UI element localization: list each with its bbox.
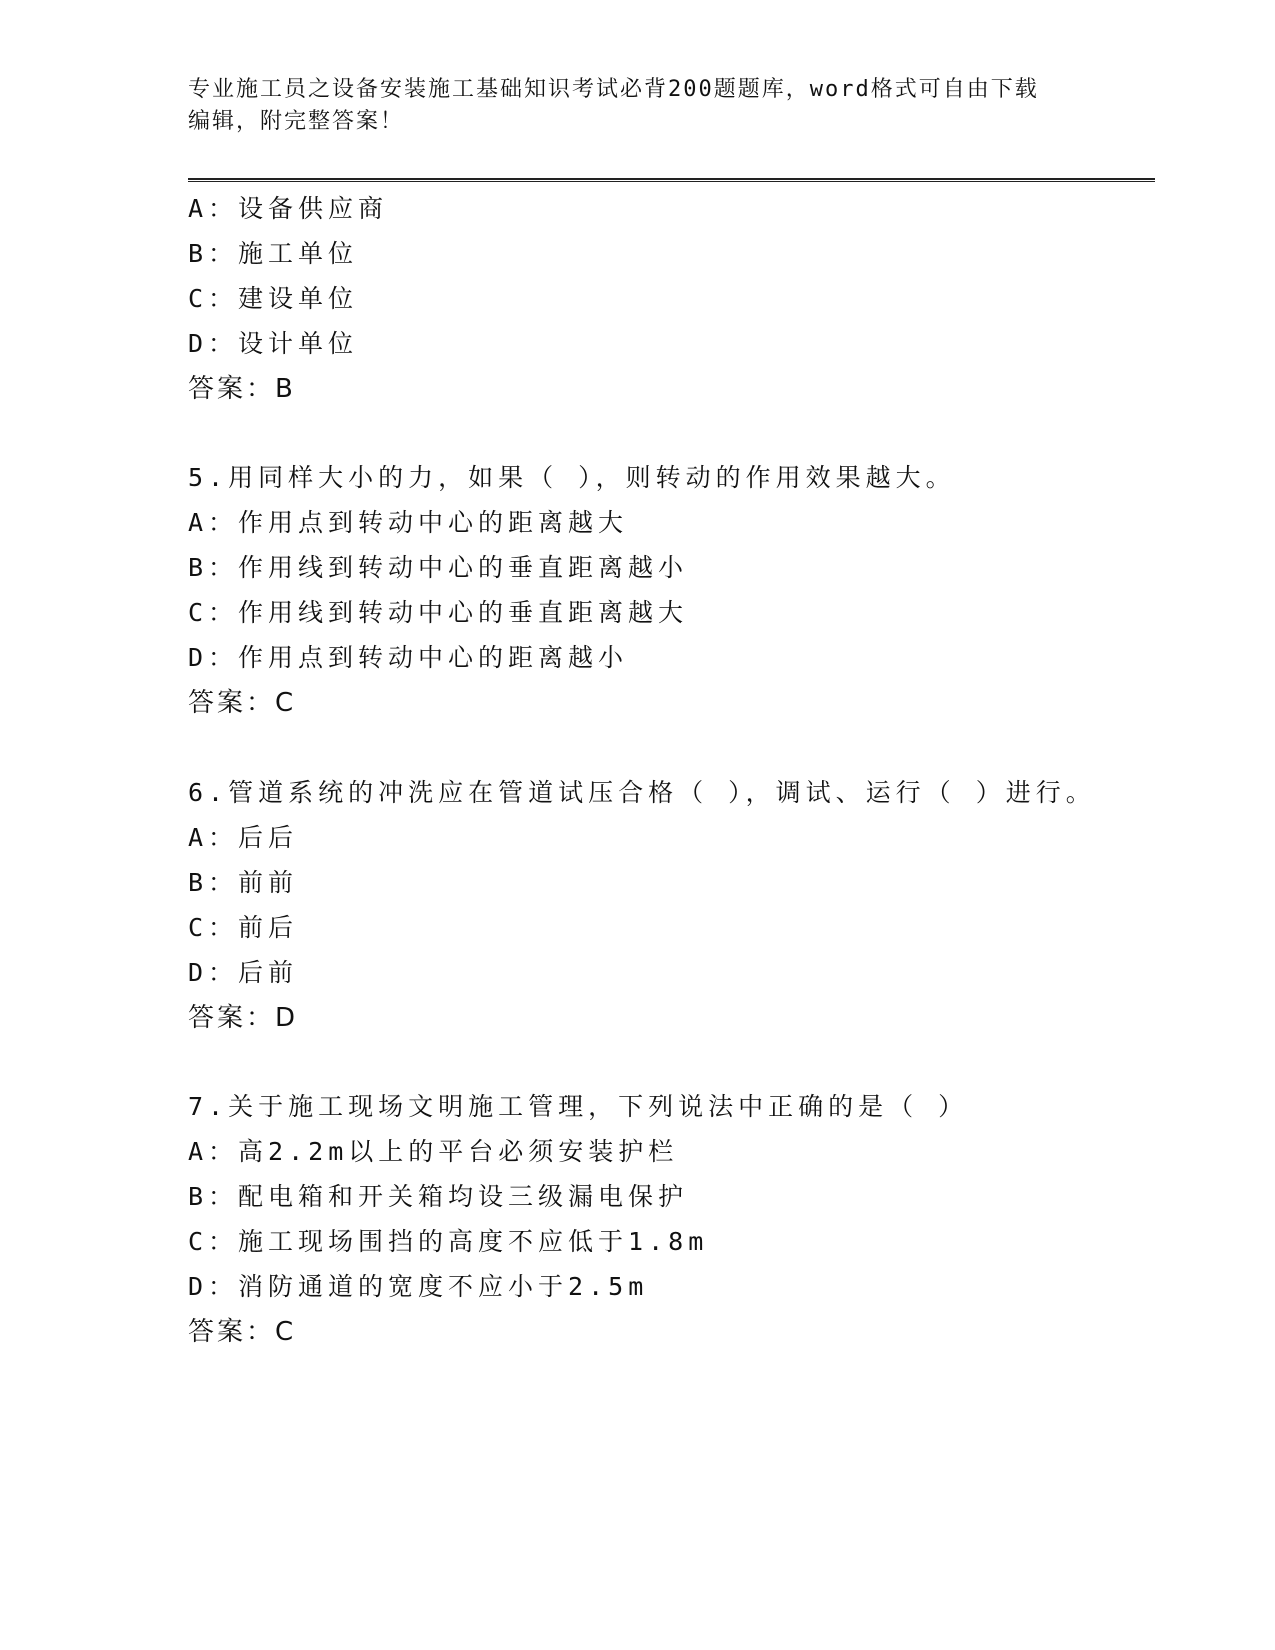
q7-option-d: D：消防通道的宽度不应小于2.5m [188,1272,649,1301]
q6-option-b: B：前前 [188,868,299,897]
q5-option-d: D：作用点到转动中心的距离越小 [188,643,629,672]
q7-option-a: A：高2.2m以上的平台必须安装护栏 [188,1137,679,1166]
q4-option-a: A：设备供应商 [188,194,389,223]
q7-option-b: B：配电箱和开关箱均设三级漏电保护 [188,1182,689,1211]
q6-option-a: A：后后 [188,823,299,852]
q5-option-b: B：作用线到转动中心的垂直距离越小 [188,553,689,582]
q5-option-c: C：作用线到转动中心的垂直距离越大 [188,598,689,627]
q7-question: 7.关于施工现场文明施工管理，下列说法中正确的是（ ） [188,1092,969,1121]
q6-option-c: C：前后 [188,913,299,942]
q4-option-c: C：建设单位 [188,284,359,313]
q7-option-c: C：施工现场围挡的高度不应低于1.8m [188,1227,709,1256]
header-line-1: 专业施工员之设备安装施工基础知识考试必背200题题库，word格式可自由下载 [188,77,1039,102]
q5-question: 5.用同样大小的力，如果（ ），则转动的作用效果越大。 [188,463,956,492]
document-header [188,74,1088,138]
header-line-2: 编辑，附完整答案！ [188,109,405,134]
q4-option-d: D：设计单位 [188,329,359,358]
q6-option-d: D：后前 [188,958,299,987]
q6-answer: 答案：D [188,1003,299,1033]
q5-answer: 答案：C [188,688,297,718]
q5-option-a: A：作用点到转动中心的距离越大 [188,508,629,537]
q7-answer: 答案：C [188,1317,297,1347]
q6-question: 6.管道系统的冲洗应在管道试压合格（ ），调试、运行（ ）进行。 [188,778,1096,807]
q4-option-b: B：施工单位 [188,239,359,268]
header-divider [188,178,1155,182]
q4-answer: 答案：B [188,374,296,404]
